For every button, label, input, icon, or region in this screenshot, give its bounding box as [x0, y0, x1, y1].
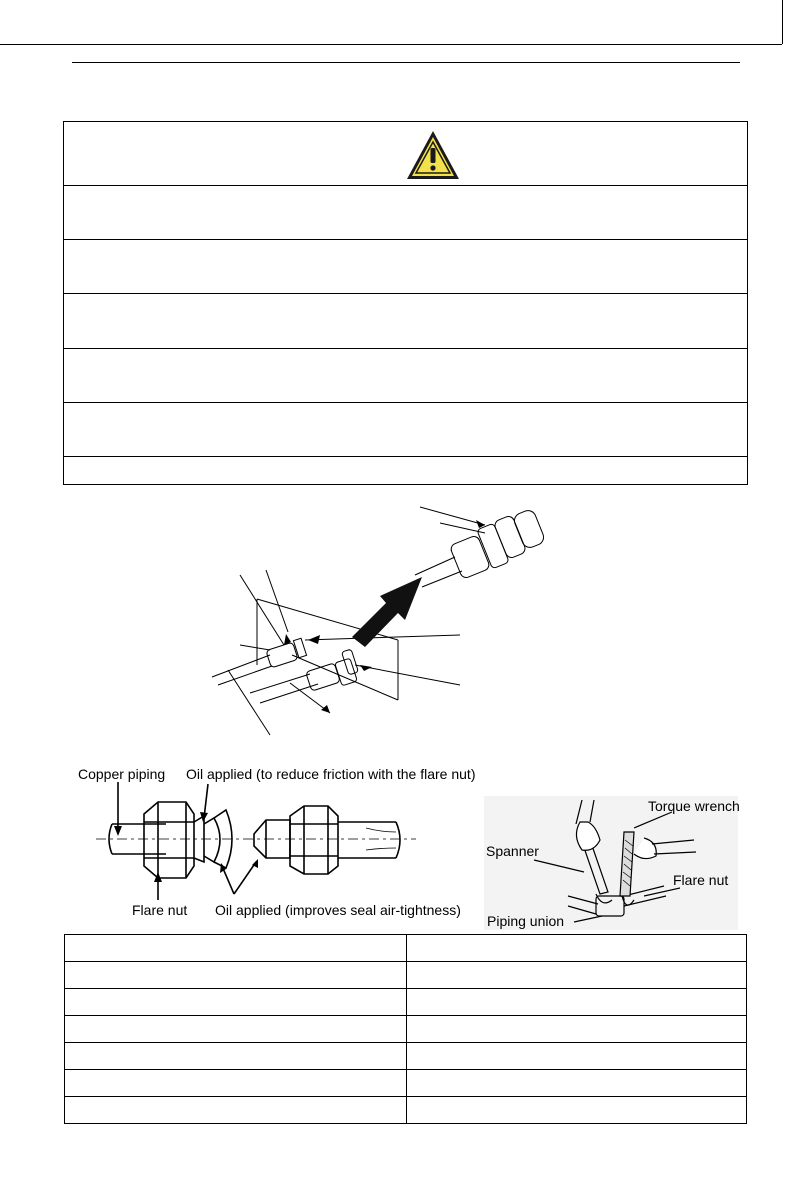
- warning-row-6: [64, 456, 747, 486]
- table-cell: [407, 1097, 747, 1124]
- table-row: [65, 1043, 747, 1070]
- table-cell: [407, 1016, 747, 1043]
- warning-row-5: [64, 402, 747, 457]
- table-cell: [407, 1070, 747, 1097]
- label-flare-nut: Flare nut: [132, 902, 188, 918]
- table-row: [65, 962, 747, 989]
- label-oil-seal: Oil applied (improves seal air-tightness): [215, 902, 461, 918]
- table-cell: [407, 962, 747, 989]
- label-oil-friction: Oil applied (to reduce friction with the flare nut): [186, 766, 476, 782]
- flare-diagram: [76, 762, 486, 932]
- label-piping-union: Piping union: [487, 913, 565, 929]
- corner-mark-vertical: [782, 0, 783, 44]
- table-cell: [65, 1097, 407, 1124]
- header-rule: [72, 62, 740, 63]
- table-cell: [65, 989, 407, 1016]
- table-cell: [65, 1016, 407, 1043]
- table-cell: [65, 962, 407, 989]
- table-cell: [407, 989, 747, 1016]
- table-cell: [65, 1043, 407, 1070]
- table-row: [65, 1016, 747, 1043]
- label-spanner: Spanner: [486, 843, 539, 859]
- table-row: [65, 1070, 747, 1097]
- warning-row-2: [64, 239, 747, 294]
- corner-mark-horizontal: [0, 44, 782, 45]
- table-cell: [65, 935, 407, 962]
- table-cell: [65, 1070, 407, 1097]
- warning-row-3: [64, 293, 747, 348]
- wrench-diagram: [484, 796, 738, 930]
- table-row: [65, 989, 747, 1016]
- warning-box: [63, 121, 748, 485]
- table-cell: [407, 935, 747, 962]
- label-copper-piping: Copper piping: [78, 766, 166, 782]
- warning-triangle-icon: [405, 128, 461, 182]
- wrench-drawing: [484, 796, 738, 930]
- label-torque-wrench: Torque wrench: [648, 798, 740, 814]
- table-row: [65, 935, 747, 962]
- table-cell: [407, 1043, 747, 1070]
- torque-table: [64, 934, 747, 1124]
- warning-row-4: [64, 348, 747, 403]
- table-row: [65, 1097, 747, 1124]
- pipe-connection-diagram: [200, 495, 570, 745]
- warning-row-1: [64, 185, 747, 240]
- label-flare-nut-wrench: Flare nut: [673, 872, 729, 888]
